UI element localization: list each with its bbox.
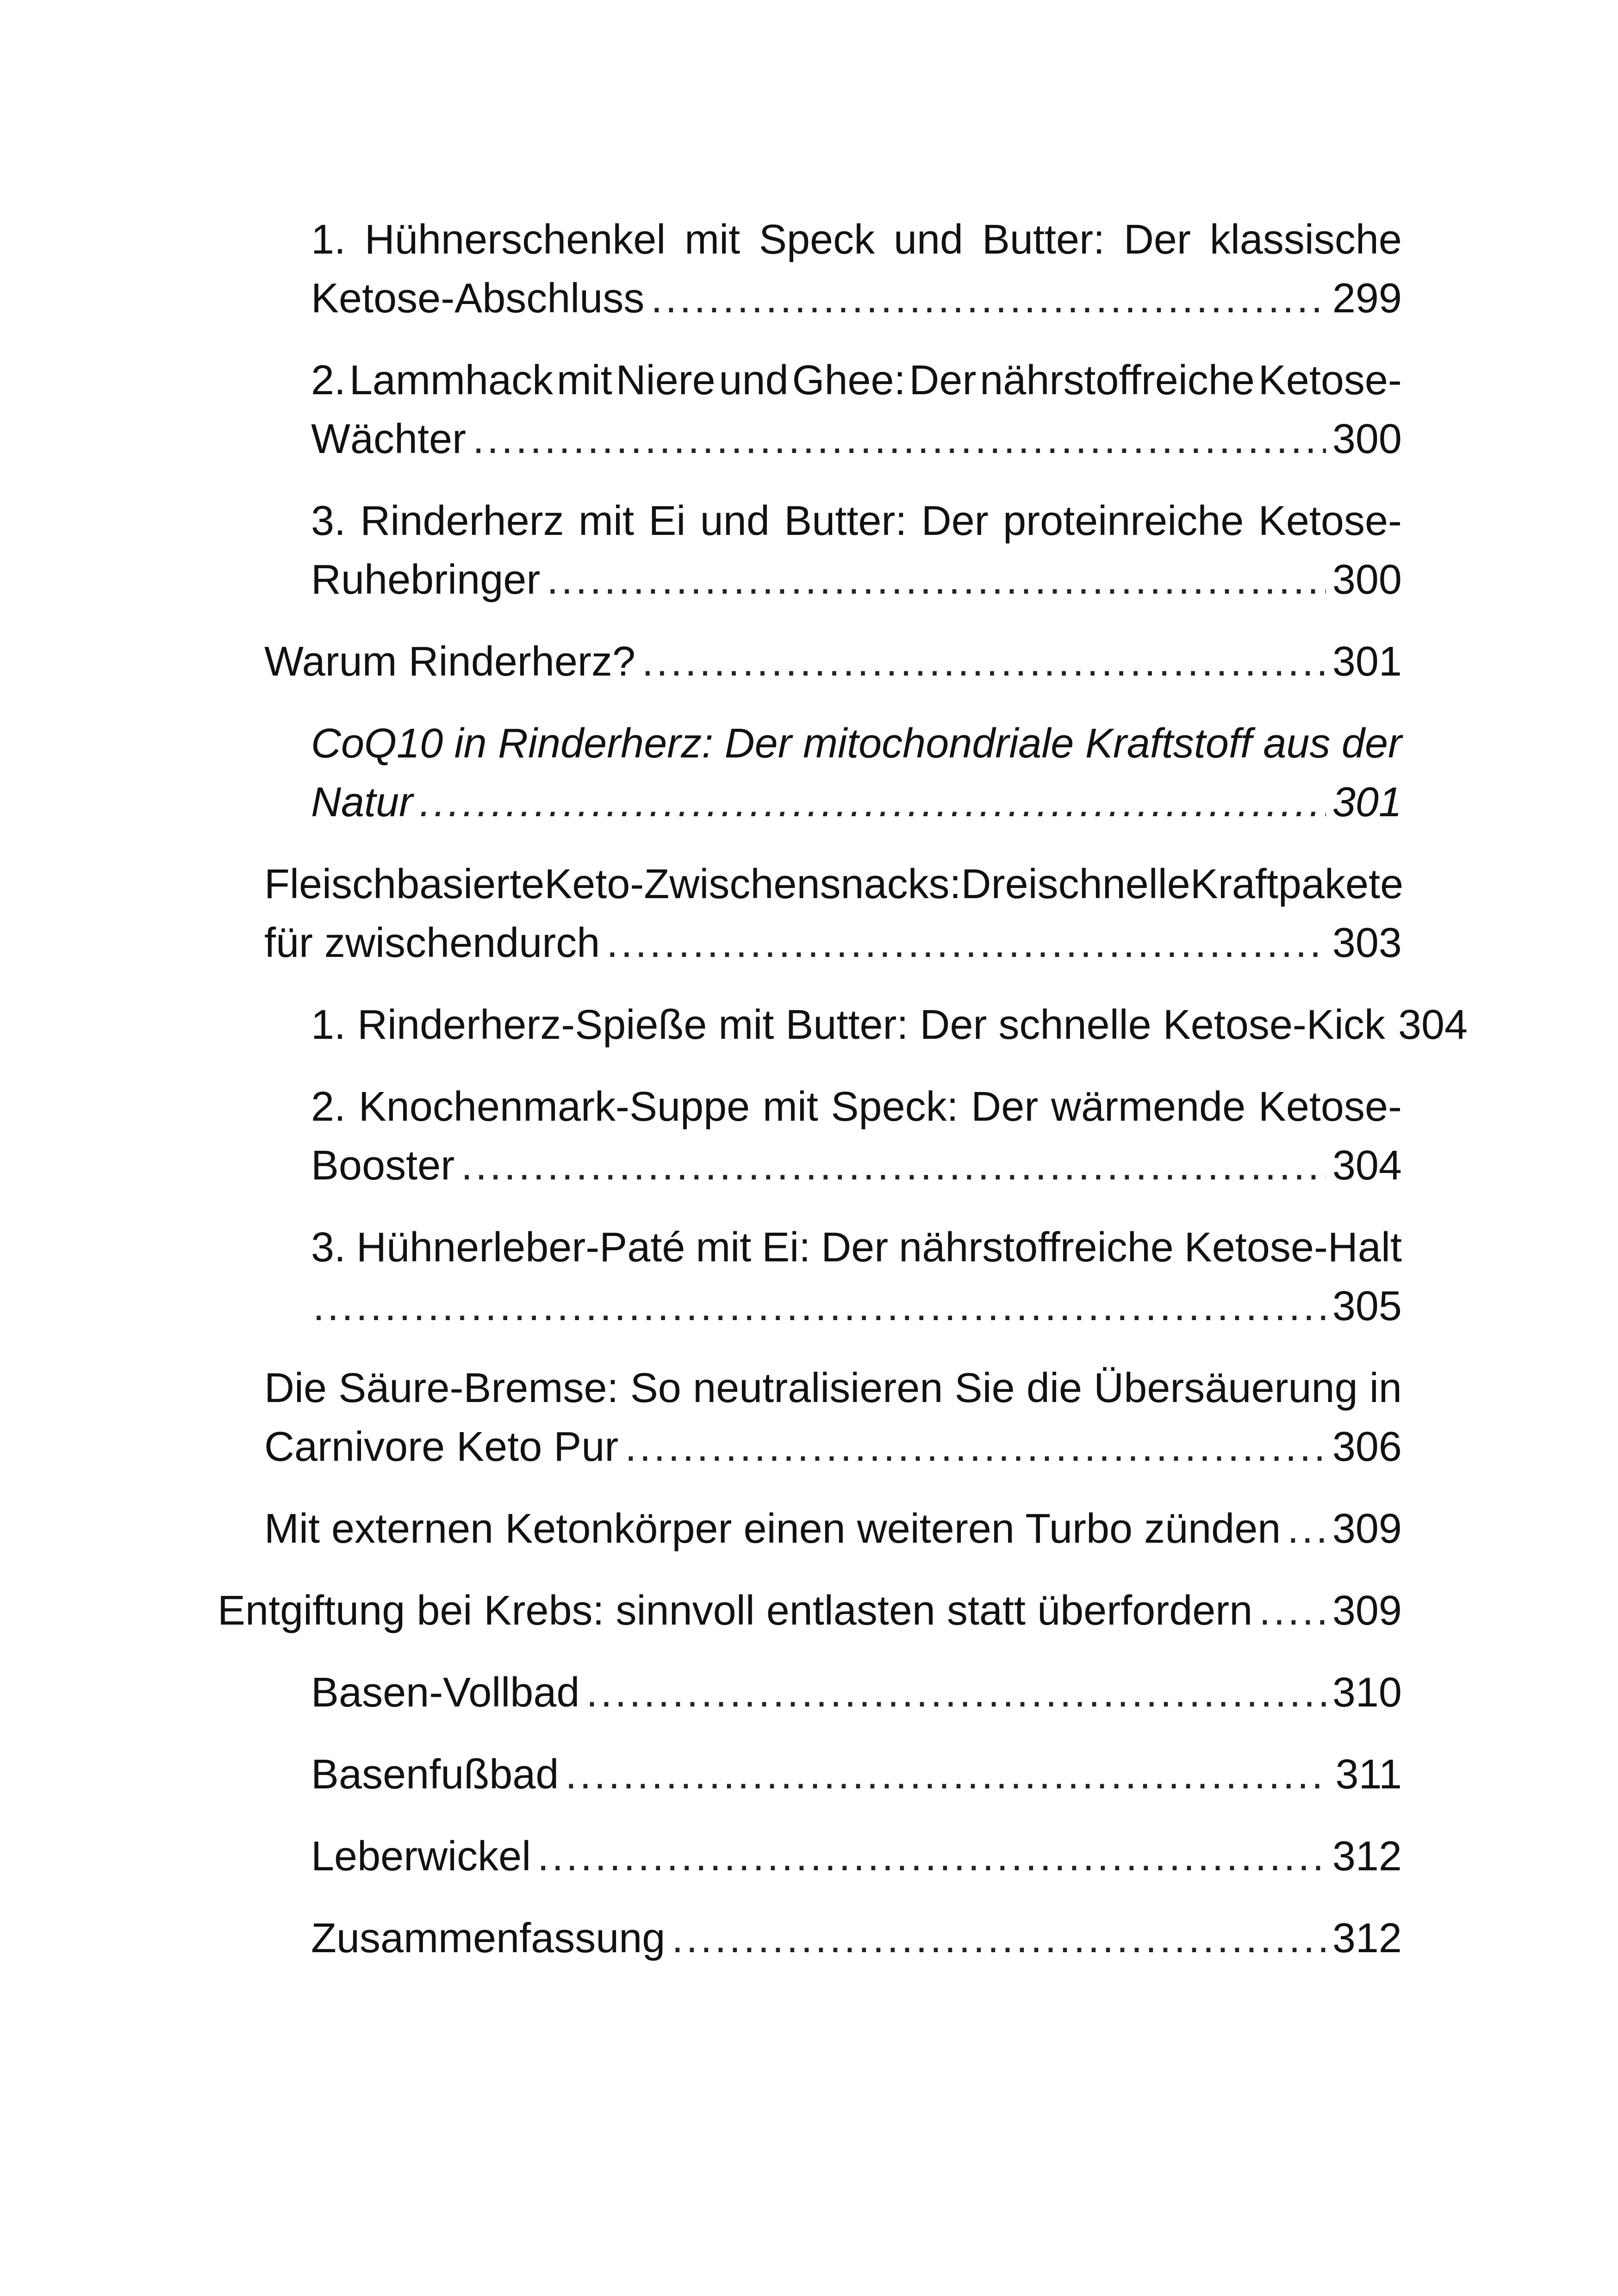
toc-entry[interactable] — [0, 1500, 1618, 1558]
dot-leader — [565, 1745, 1329, 1804]
toc-entry[interactable] — [0, 996, 1618, 1055]
toc-entry[interactable] — [0, 633, 1618, 691]
dot-leader — [419, 773, 1326, 832]
dot-leader — [586, 1663, 1326, 1722]
toc-entry-word: Speck: — [831, 1084, 958, 1130]
toc-entry-title: Basen-Vollbad — [311, 1669, 580, 1716]
toc-page-number: 311 — [1335, 1751, 1402, 1798]
toc-entry-word: Drei — [961, 861, 1038, 907]
toc-entry-title-line — [311, 492, 1402, 551]
toc-page-number: 303 — [1332, 920, 1402, 966]
toc-entry-last-line — [264, 1418, 1402, 1477]
toc-entry-last-line — [311, 1136, 1402, 1195]
dot-leader — [537, 1827, 1326, 1886]
toc-entry-title: Carnivore Keto Pur — [264, 1424, 619, 1470]
toc-entry-last-line — [264, 914, 1402, 973]
toc-entry[interactable] — [0, 1663, 1618, 1722]
toc-page-number: 309 — [1332, 1588, 1402, 1634]
toc-entry-word: mit — [762, 1084, 818, 1130]
toc-entry-word: klassische — [1209, 217, 1402, 263]
toc-entry[interactable] — [0, 714, 1618, 832]
toc-entry-word: 2. — [311, 1084, 346, 1130]
toc-entry-title: Natur — [311, 779, 413, 825]
toc-entry-word: CoQ10 — [311, 720, 443, 767]
toc-entry-last-line — [264, 1500, 1402, 1558]
toc-entry-word: 3. — [311, 1224, 346, 1271]
toc-entry-word: in — [1369, 1365, 1402, 1411]
toc-page-number: 309 — [1332, 1506, 1402, 1552]
toc-entry-word: und — [719, 357, 789, 403]
toc-entry-title: Warum Rinderherz? — [264, 639, 635, 685]
toc-entry-word: Die — [264, 1365, 327, 1411]
toc-entry[interactable] — [0, 1745, 1618, 1804]
toc-entry-word: 2. — [311, 357, 346, 403]
toc-page-number: 310 — [1332, 1669, 1402, 1716]
toc-page-number: 304 — [1332, 1142, 1402, 1189]
toc-entry-word: So — [630, 1365, 681, 1411]
toc-entry[interactable] — [0, 211, 1618, 328]
dot-leader — [642, 633, 1326, 691]
table-of-contents — [0, 211, 1618, 1991]
toc-entry-word: nährstoffreiche — [980, 357, 1255, 403]
toc-entry[interactable] — [0, 351, 1618, 469]
toc-entry-title: für zwischendurch — [264, 920, 600, 966]
toc-entry-title: Ketose-Abschluss — [311, 275, 645, 322]
toc-entry-last-line — [311, 1277, 1402, 1336]
toc-entry-word: die — [1026, 1365, 1083, 1411]
toc-entry-last-line — [311, 1745, 1402, 1804]
toc-entry-title-line — [311, 714, 1402, 773]
toc-entry-title: Entgiftung bei Krebs: sinnvoll entlasten statt überfordern — [218, 1588, 1253, 1634]
toc-entry-word: Knochenmark-Suppe — [358, 1084, 750, 1130]
toc-entry[interactable] — [0, 1582, 1618, 1640]
toc-entry-title: Mit externen Ketonkörper einen weiteren Turbo zünden — [264, 1506, 1281, 1552]
toc-entry-title: Booster — [311, 1142, 455, 1189]
toc-entry-title-line — [311, 211, 1402, 269]
toc-entry-word: Rinderherz — [360, 498, 564, 544]
toc-entry-title: 1. Rinderherz-Spieße mit Butter: Der schnelle Ketose-Kick — [311, 1002, 1385, 1048]
toc-entry-word: und — [700, 498, 770, 544]
toc-entry-word: Rinderherz: — [498, 720, 714, 767]
toc-entry-title: Zusammenfassung — [311, 1915, 666, 1961]
toc-entry-word: Speck — [759, 217, 875, 263]
toc-page-number: 299 — [1332, 275, 1402, 322]
toc-page-number: 301 — [1332, 639, 1402, 685]
dot-leader — [473, 410, 1326, 469]
toc-entry-word: Der — [724, 720, 792, 767]
toc-entry-word: schnelle — [1037, 861, 1190, 907]
toc-entry-word: Der — [971, 1084, 1039, 1130]
toc-page-number: 312 — [1332, 1833, 1402, 1880]
toc-entry-title: Leberwickel — [311, 1833, 531, 1880]
toc-entry-last-line — [311, 1909, 1402, 1968]
toc-entry-word: 3. — [311, 498, 346, 544]
toc-entry-word: Hühnerschenkel — [364, 217, 666, 263]
toc-page-number: 300 — [1332, 416, 1402, 462]
toc-entry-word: Sie — [954, 1365, 1015, 1411]
toc-entry-word: Ei — [648, 498, 686, 544]
toc-entry[interactable] — [0, 1827, 1618, 1886]
toc-entry-word: Der — [909, 357, 977, 403]
toc-entry-word: und — [893, 217, 964, 263]
toc-entry-title-line — [264, 1359, 1402, 1418]
dot-leader — [461, 1136, 1326, 1195]
toc-entry-word: mitochondriale — [803, 720, 1074, 767]
toc-entry-title: Basenfußbad — [311, 1751, 559, 1798]
toc-entry-word: Ei: — [762, 1224, 811, 1271]
toc-page-number: 301 — [1332, 779, 1402, 825]
toc-entry-last-line — [311, 269, 1402, 328]
toc-entry-last-line — [311, 551, 1402, 609]
toc-page-number: 300 — [1332, 557, 1402, 603]
toc-entry-word: Ketose- — [1258, 357, 1402, 403]
toc-page-number: 306 — [1332, 1424, 1402, 1470]
toc-entry-word: in — [454, 720, 487, 767]
toc-entry-last-line — [311, 410, 1402, 469]
dot-leader — [1259, 1582, 1326, 1640]
dot-leader — [606, 914, 1326, 973]
toc-entry-word: wärmende — [1051, 1084, 1246, 1130]
toc-entry-last-line — [311, 1827, 1402, 1886]
toc-entry[interactable] — [0, 1909, 1618, 1968]
toc-entry-word: mit — [696, 1224, 752, 1271]
toc-entry-last-line — [311, 1663, 1402, 1722]
toc-entry-word: Ketose-Halt — [1184, 1224, 1402, 1271]
toc-entry[interactable] — [0, 855, 1618, 973]
toc-entry-last-line — [311, 996, 1468, 1055]
toc-entry-title: Wächter — [311, 416, 467, 462]
toc-entry-last-line — [264, 633, 1402, 691]
toc-entry-word: Der — [821, 1224, 889, 1271]
toc-entry-word: Der — [921, 498, 989, 544]
toc-entry[interactable] — [0, 1218, 1618, 1336]
toc-entry-word: mit — [578, 498, 634, 544]
toc-entry-word: Keto-Zwischensnacks: — [544, 861, 961, 907]
dot-leader — [547, 551, 1326, 609]
toc-page-number: 304 — [1398, 1002, 1468, 1048]
toc-entry-title: Ruhebringer — [311, 557, 541, 603]
toc-entry-word: Übersäuerung — [1094, 1365, 1358, 1411]
toc-page-number: 312 — [1332, 1915, 1402, 1961]
dot-leader — [313, 1277, 1326, 1336]
toc-entry-word: 1. — [311, 217, 346, 263]
toc-entry-title-line — [311, 351, 1402, 410]
toc-entry[interactable] — [0, 1359, 1618, 1477]
dot-leader — [651, 269, 1326, 328]
toc-entry-word: proteinreiche — [1003, 498, 1244, 544]
toc-entry-word: Lammhack — [349, 357, 554, 403]
toc-entry[interactable] — [0, 1078, 1618, 1195]
toc-entry-word: nährstoffreiche — [899, 1224, 1174, 1271]
toc-entry-word: Niere — [616, 357, 716, 403]
toc-entry-title-line — [311, 1078, 1402, 1136]
toc-entry[interactable] — [0, 492, 1618, 609]
toc-entry-word: Ketose- — [1258, 1084, 1402, 1130]
toc-entry-word: aus — [1263, 720, 1331, 767]
toc-entry-title-line — [264, 855, 1402, 914]
toc-entry-word: Kraftstoff — [1085, 720, 1252, 767]
dot-leader — [625, 1418, 1326, 1477]
toc-entry-word: neutralisieren — [693, 1365, 943, 1411]
toc-page-number: 305 — [1332, 1283, 1402, 1329]
toc-entry-word: mit — [556, 357, 612, 403]
toc-entry-word: Ghee: — [792, 357, 906, 403]
toc-entry-word: Butter: — [982, 217, 1105, 263]
dot-leader — [1287, 1500, 1326, 1558]
toc-entry-word: Fleischbasierte — [264, 861, 545, 907]
toc-entry-last-line — [218, 1582, 1402, 1640]
toc-entry-word: Der — [1123, 217, 1191, 263]
toc-entry-word: der — [1341, 720, 1402, 767]
dot-leader — [672, 1909, 1326, 1968]
toc-entry-title-line — [311, 1218, 1402, 1277]
toc-entry-word: Ketose- — [1258, 498, 1402, 544]
toc-entry-word: Kraftpakete — [1190, 861, 1404, 907]
toc-entry-word: Säure-Bremse: — [338, 1365, 619, 1411]
toc-entry-word: Hühnerleber-Paté — [356, 1224, 685, 1271]
toc-entry-word: Butter: — [784, 498, 907, 544]
toc-entry-word: mit — [685, 217, 741, 263]
toc-entry-last-line — [311, 773, 1402, 832]
